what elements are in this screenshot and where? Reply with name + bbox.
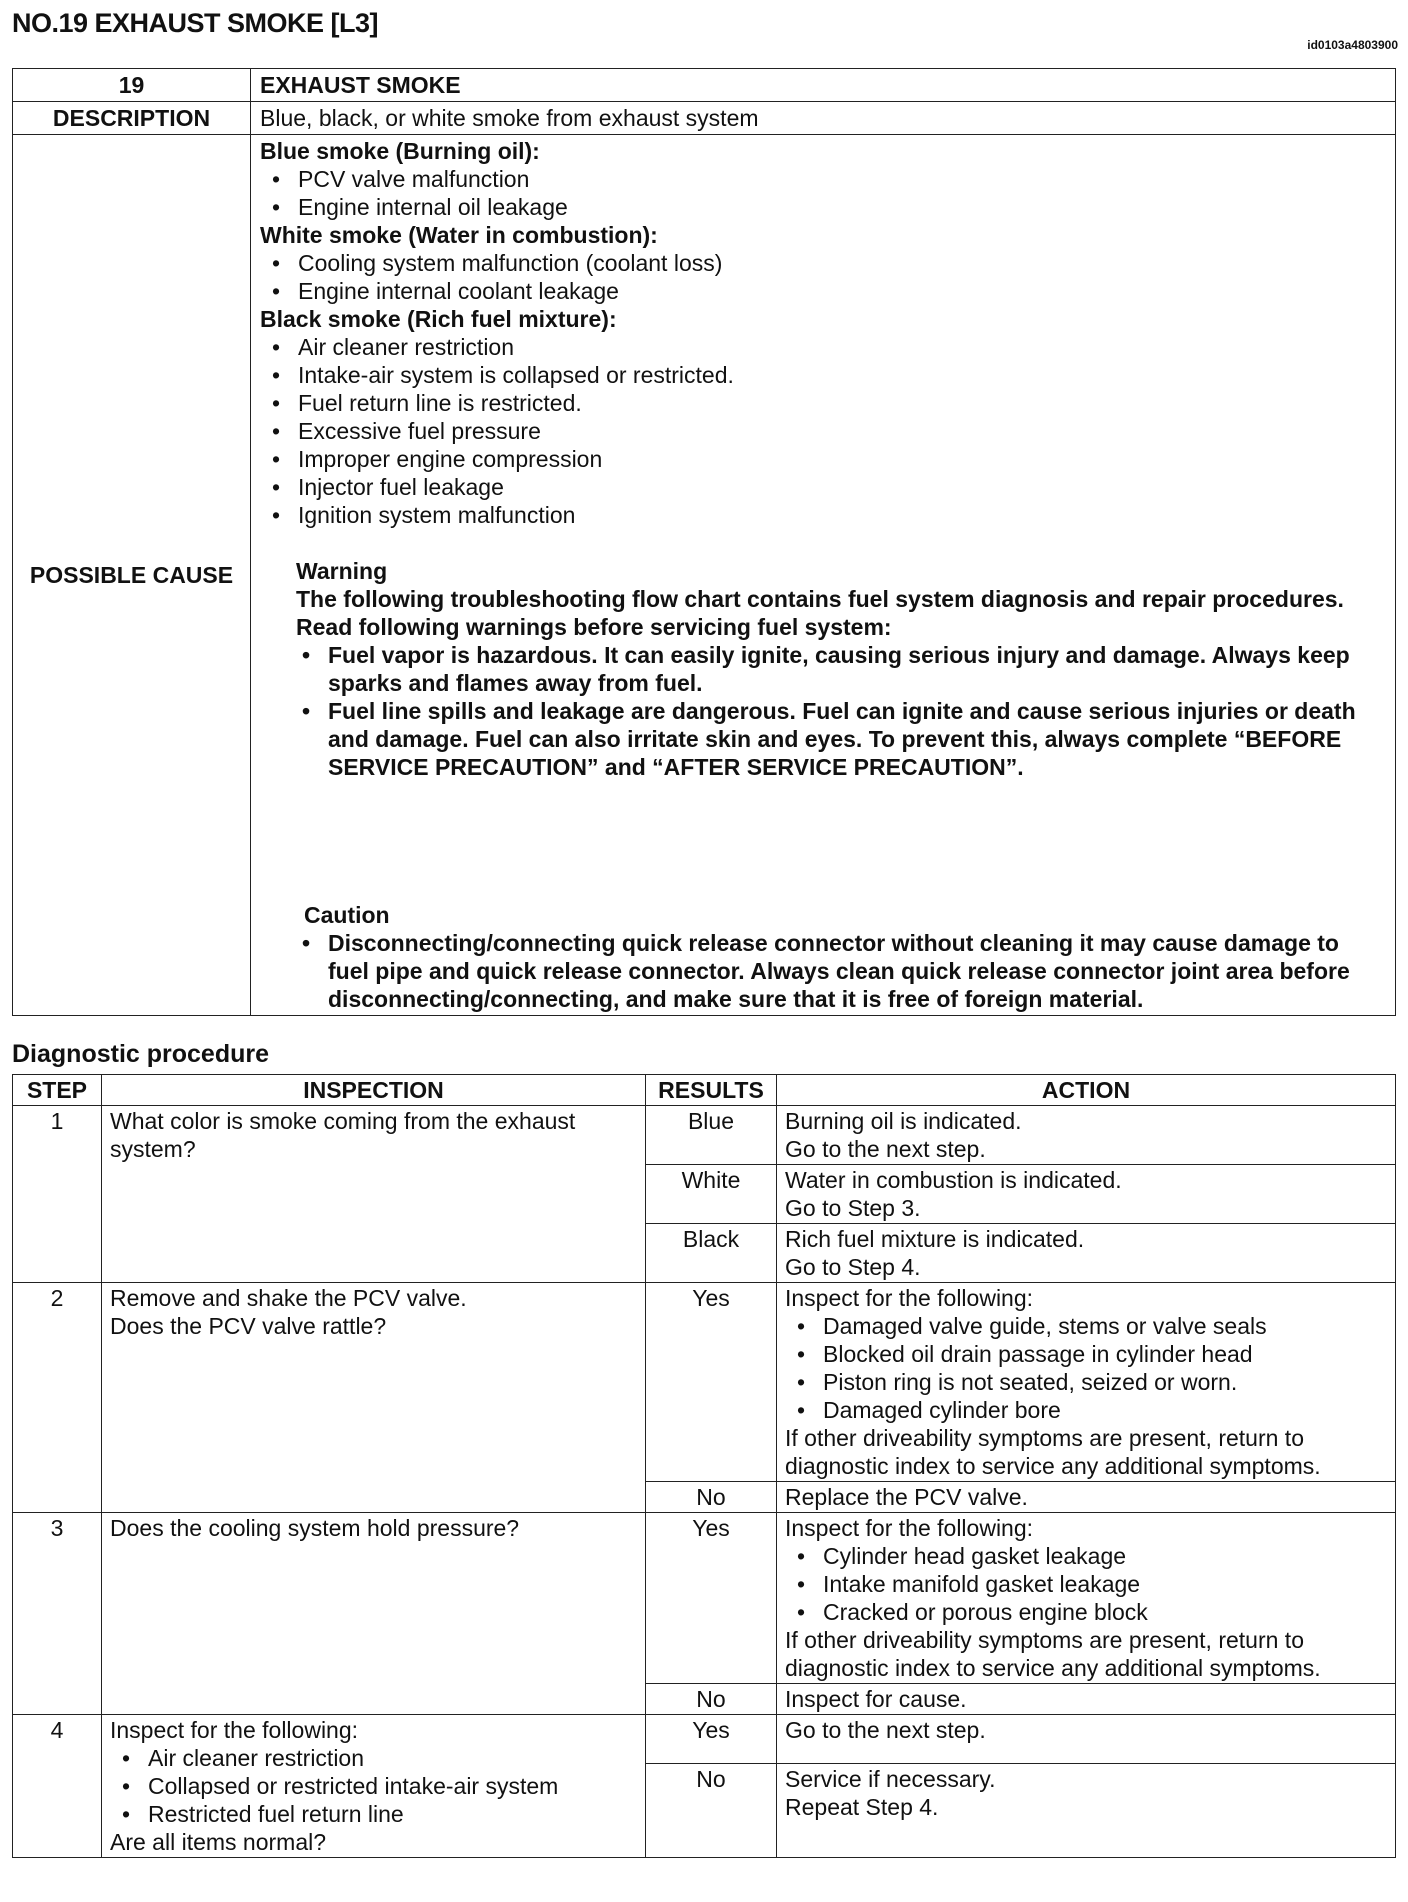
col-results: RESULTS — [646, 1075, 777, 1106]
action-item: • Damaged valve guide, stems or valve seals — [823, 1312, 1387, 1340]
action-line: Water in combustion is indicated. — [785, 1167, 1122, 1193]
cause-item: • PCV valve malfunction — [298, 165, 1386, 193]
result-value: Blue — [646, 1106, 777, 1165]
action-line: Rich fuel mixture is indicated. — [785, 1226, 1085, 1252]
action-line: Inspect for the following: — [785, 1285, 1034, 1311]
warning-item: • Fuel line spills and leakage are dangerous. Fuel can ignite and cause serious injuries or death and damage. Fuel can also irritate skin and eyes. To prevent this, always complete “BEFORE SERVICE PRECAUTION” and “AFTER SERVICE PRECAUTION”. — [328, 697, 1386, 781]
cause-groups — [260, 137, 1386, 529]
cause-group-heading: Blue smoke (Burning oil): — [260, 138, 540, 164]
result-value: No — [646, 1482, 777, 1513]
action-cell — [777, 1224, 1396, 1283]
table-row — [13, 1513, 1396, 1684]
action-line: Go to Step 4. — [785, 1254, 921, 1280]
col-step: STEP — [13, 1075, 102, 1106]
action-line: Replace the PCV valve. — [785, 1484, 1028, 1510]
warning-list — [296, 641, 1386, 781]
cause-item: • Cooling system malfunction (coolant loss) — [298, 249, 1386, 277]
possible-cause-cell — [251, 135, 1396, 1016]
result-value: Yes — [646, 1283, 777, 1482]
result-value: Yes — [646, 1715, 777, 1764]
cause-list — [260, 333, 1386, 529]
inspection-item: • Collapsed or restricted intake-air system — [148, 1772, 637, 1800]
action-cell — [777, 1283, 1396, 1482]
cause-group-heading: Black smoke (Rich fuel mixture): — [260, 306, 617, 332]
result-value: Yes — [646, 1513, 777, 1684]
table-row — [13, 1283, 1396, 1482]
inspection-cell — [102, 1283, 646, 1513]
description-label: DESCRIPTION — [13, 102, 251, 135]
inspection-line: Inspect for the following: — [110, 1717, 359, 1743]
caution-list — [304, 929, 1386, 1013]
warning-block — [260, 557, 1386, 781]
cause-list — [260, 165, 1386, 221]
inspection-line: Does the cooling system hold pressure? — [110, 1515, 520, 1541]
inspection-cell — [102, 1106, 646, 1283]
action-item: • Cracked or porous engine block — [823, 1598, 1387, 1626]
inspection-line: Does the PCV valve rattle? — [110, 1313, 387, 1339]
inspection-line: Are all items normal? — [110, 1829, 327, 1855]
cause-item: • Excessive fuel pressure — [298, 417, 1386, 445]
action-item: • Cylinder head gasket leakage — [823, 1542, 1387, 1570]
step-number: 3 — [13, 1513, 102, 1715]
warning-intro: The following troubleshooting flow chart contains fuel system diagnosis and repair procedures. Read following warnings before servicing fuel system: — [296, 586, 1344, 640]
warning-title: Warning — [296, 558, 388, 584]
action-line: Go to the next step. — [785, 1136, 986, 1162]
cause-item: • Intake-air system is collapsed or restricted. — [298, 361, 1386, 389]
symptom-summary-table — [12, 68, 1396, 1016]
action-list — [785, 1312, 1387, 1424]
action-line: Go to Step 3. — [785, 1195, 921, 1221]
result-value: No — [646, 1684, 777, 1715]
action-item: • Piston ring is not seated, seized or worn. — [823, 1368, 1387, 1396]
inspection-item: • Air cleaner restriction — [148, 1744, 637, 1772]
inspection-line: Remove and shake the PCV valve. — [110, 1285, 467, 1311]
action-line: If other driveability symptoms are present, return to diagnostic index to service any additional symptoms. — [785, 1627, 1321, 1681]
action-cell — [777, 1684, 1396, 1715]
caution-title: Caution — [304, 902, 390, 928]
cause-item: • Air cleaner restriction — [298, 333, 1386, 361]
symptom-number: 19 — [13, 69, 251, 102]
action-cell — [777, 1106, 1396, 1165]
inspection-line: What color is smoke coming from the exhaust system? — [110, 1108, 576, 1162]
action-item: • Damaged cylinder bore — [823, 1396, 1387, 1424]
caution-block — [260, 901, 1386, 1013]
action-line: Service if necessary. — [785, 1766, 996, 1793]
result-value: Black — [646, 1224, 777, 1283]
action-list — [785, 1542, 1387, 1626]
action-item: • Blocked oil drain passage in cylinder head — [823, 1340, 1387, 1368]
diagnostic-procedure-table — [12, 1074, 1396, 1858]
page-title: NO.19 EXHAUST SMOKE [L3] — [12, 8, 379, 38]
action-cell — [777, 1482, 1396, 1513]
caution-item: • Disconnecting/connecting quick release connector without cleaning it may cause damage to fuel pipe and quick release connector. Always clean quick release connector joint area before disconnecting/connecting, and make sure that it is free of foreign material. — [328, 929, 1386, 1013]
cause-item: • Engine internal coolant leakage — [298, 277, 1386, 305]
result-value: No — [646, 1764, 777, 1858]
cause-item: • Engine internal oil leakage — [298, 193, 1386, 221]
step-number: 4 — [13, 1715, 102, 1858]
col-inspection: INSPECTION — [102, 1075, 646, 1106]
table-row — [13, 1106, 1396, 1165]
cause-list — [260, 249, 1386, 305]
action-line: Inspect for cause. — [785, 1686, 967, 1712]
action-cell — [777, 1715, 1396, 1764]
action-cell — [777, 1513, 1396, 1684]
action-line: If other driveability symptoms are present, return to diagnostic index to service any additional symptoms. — [785, 1425, 1321, 1479]
inspection-item: • Restricted fuel return line — [148, 1800, 637, 1828]
action-line: Repeat Step 4. — [785, 1794, 939, 1821]
step-number: 1 — [13, 1106, 102, 1283]
cause-item: • Injector fuel leakage — [298, 473, 1386, 501]
inspection-list — [110, 1744, 637, 1828]
document-id: id0103a4803900 — [1307, 38, 1398, 52]
description-value: Blue, black, or white smoke from exhaust system — [251, 102, 1396, 135]
result-value: White — [646, 1165, 777, 1224]
warning-item: • Fuel vapor is hazardous. It can easily ignite, causing serious injury and damage. Always keep sparks and flames away from fuel. — [328, 641, 1386, 697]
cause-item: • Ignition system malfunction — [298, 501, 1386, 529]
action-cell — [777, 1764, 1396, 1858]
procedure-body — [13, 1106, 1396, 1858]
table-row — [13, 1715, 1396, 1764]
procedure-heading: Diagnostic procedure — [12, 1040, 269, 1068]
cause-item: • Fuel return line is restricted. — [298, 389, 1386, 417]
action-cell — [777, 1165, 1396, 1224]
action-item: • Intake manifold gasket leakage — [823, 1570, 1387, 1598]
cause-item: • Improper engine compression — [298, 445, 1386, 473]
col-action: ACTION — [777, 1075, 1396, 1106]
cause-group-heading: White smoke (Water in combustion): — [260, 222, 658, 248]
step-number: 2 — [13, 1283, 102, 1513]
action-line: Go to the next step. — [785, 1717, 986, 1743]
action-line: Inspect for the following: — [785, 1515, 1034, 1541]
possible-cause-label: POSSIBLE CAUSE — [13, 135, 251, 1016]
action-line: Burning oil is indicated. — [785, 1108, 1022, 1134]
inspection-cell — [102, 1513, 646, 1715]
symptom-name: EXHAUST SMOKE — [251, 69, 1396, 102]
inspection-cell — [102, 1715, 646, 1858]
